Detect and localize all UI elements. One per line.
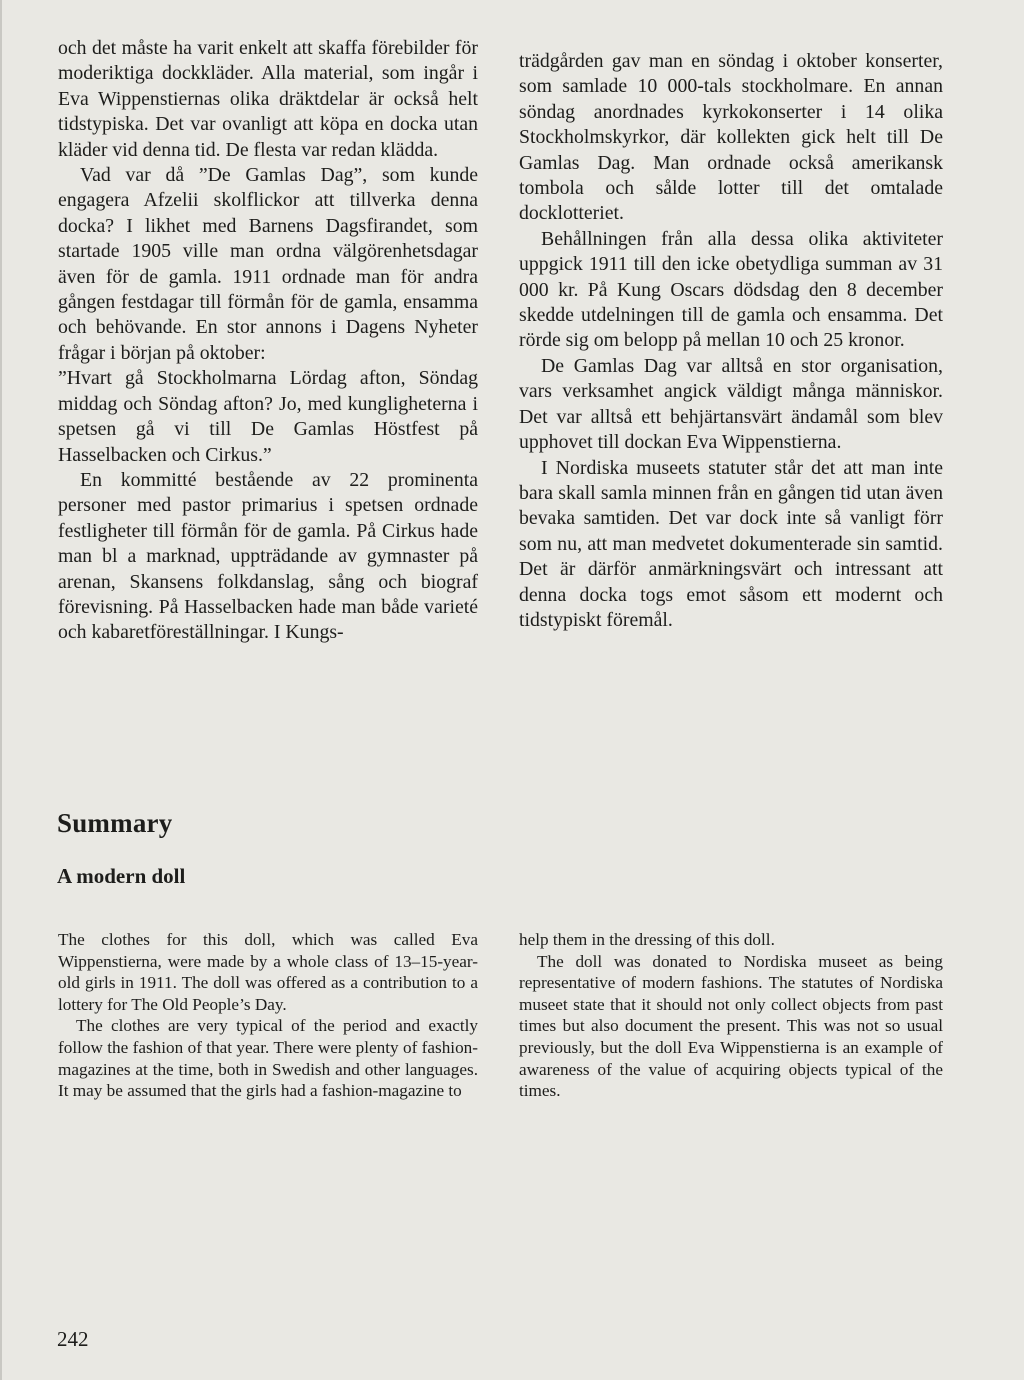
quote-paragraph: ”Hvart gå Stockholmarna Lördag afton, Söndag middag och Söndag afton? Jo, med kungligheterna i spetsen gå vi till De Gamlas Höstfest på Hasselbacken och Cirkus.” [58,367,478,466]
paragraph: trädgården gav man en söndag i oktober konserter, som samlade 10 000-tals stockholmare. En annan söndag anordnades kyrkokonserter i 14 olika Stockholmskyrkor, där kollekten gick helt till De Gamlas Dag. Man ordnade också amerikansk tombola och sålde lotter till det omtalade docklotteriet. [519,50,943,225]
summary-paragraph: The doll was donated to Nordiska museet as being representative of modern fashions. The statutes of Nordiska museet state that it should not only collect objects from past times but also document the present. This was not so usual previously, but the doll Eva Wippenstierna is an example of awareness of the value of acquiring objects typical of the times. [519,951,943,1101]
paragraph: En kommitté bestående av 22 prominenta personer med pastor primarius i spetsen ordnade festligheter till förmån för de gamla. På Cirkus hade man bl a marknad, uppträdande av gymnaster på arenan, Skansens folkdanslag, sång och biograf förevisning. På Hasselbacken hade man både varieté och kabaretföreställningar. I Kungs- [58,468,478,644]
summary-paragraph: help them in the dressing of this doll. [519,930,775,949]
article-column-right [519,49,943,633]
summary-column-left [58,929,478,1102]
paragraph: Behållningen från alla dessa olika aktiviteter uppgick 1911 till den icke obetydliga summan av 31 000 kr. På Kung Oscars dödsdag den 8 december skedde utdelningen till de gamla och ensamma. Det rörde sig om belopp på mellan 10 och 25 kronor. [519,227,943,352]
paragraph: I Nordiska museets statuter står det att man inte bara skall samla minnen från en gången tid utan även bevaka samtiden. Det var dock inte så vanligt förr som nu, att man medvetet dokumenterade sin samtid. Det är därför anmärkningsvärt och intressant att denna docka togs emot såsom ett modernt och tidstypiskt föremål. [519,456,943,631]
summary-subheading: A modern doll [57,864,186,888]
summary-paragraph: The clothes are very typical of the period and exactly follow the fashion of that year. There were plenty of fashion-magazines at the time, both in Swedish and other languages. It may be assumed that the girls had a fashion-magazine to [58,1016,478,1101]
page-number: 242 [57,1327,89,1351]
paragraph: och det måste ha varit enkelt att skaffa förebilder för moderiktiga dockkläder. Alla material, som ingår i Eva Wippenstiernas olika dräktdelar är också helt tidstypiska. Det var ovanligt att köpa en docka utan kläder vid denna tid. De flesta var redan klädda. [58,37,478,161]
paragraph: De Gamlas Dag var alltså en stor organisation, vars verksamhet angick väldigt många människor. Det var alltså ett behjärtansvärt ändamål som blev upphovet till dockan Eva Wippenstierna. [519,354,943,454]
article-column-left [58,36,478,646]
paragraph: Vad var då ”De Gamlas Dag”, som kunde engagera Afzelii skolflickor att tillverka denna docka? I likhet med Barnens Dagsfirandet, som startade 1905 ville man ordna välgörenhetsdagar även för de gamla. 1911 ordnade man för andra gången festdagar till förmån för de gamla, ensamma och behövande. En stor annons i Dagens Nyheter frågar i början på oktober: [58,164,478,364]
summary-heading: Summary [57,808,173,838]
summary-paragraph: The clothes for this doll, which was called Eva Wippenstierna, were made by a whole class of 13–15-year-old girls in 1911. The doll was offered as a contribution to a lottery for The Old People’s Day. [58,930,478,1014]
summary-column-right [519,929,943,1102]
